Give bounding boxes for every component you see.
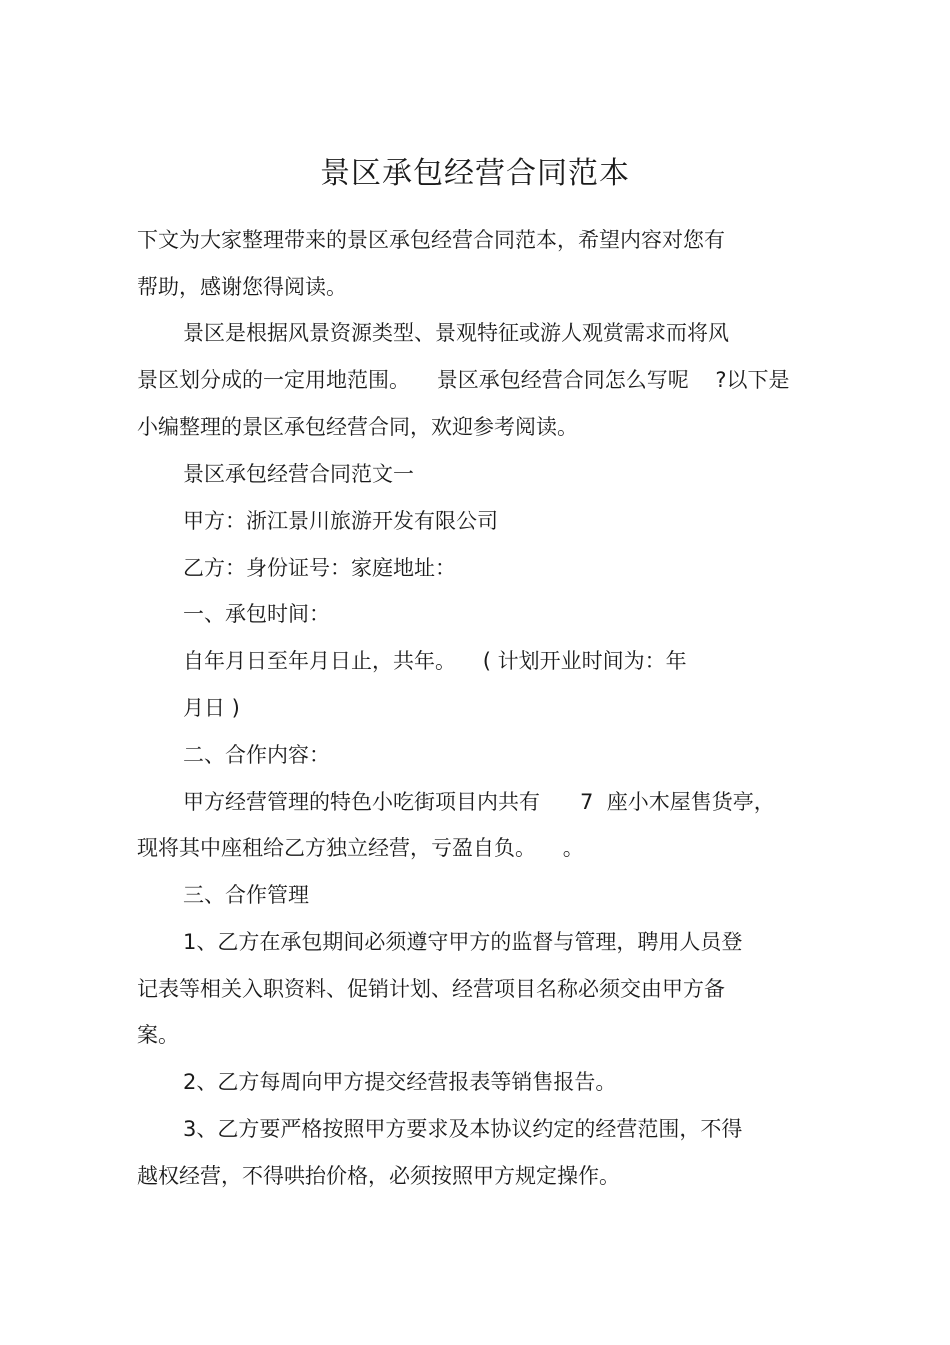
paragraph-line: 甲方经营管理的特色小吃街项目内共有 7 座小木屋售货亭，	[183, 790, 775, 814]
paragraph-line: 越权经营，不得哄抬价格，必须按照甲方规定操作。	[137, 1164, 620, 1188]
paragraph-line: 1、乙方在承包期间必须遵守甲方的监督与管理，聘用人员登	[183, 930, 743, 954]
paragraph-line: 3、乙方要严格按照甲方要求及本协议约定的经营范围，不得	[183, 1117, 743, 1141]
paragraph-line: 自年月日至年月日止，共年。 ( 计划开业时间为：年	[183, 649, 687, 673]
paragraph-line: 景区划分成的一定用地范围。 景区承包经营合同怎么写呢 ?以下是	[137, 368, 790, 392]
paragraph-line: 案。	[137, 1023, 179, 1047]
section-heading: 景区承包经营合同范文一	[183, 462, 414, 486]
clause-heading: 三、合作管理	[183, 883, 309, 907]
paragraph-line: 帮助，感谢您得阅读。	[137, 275, 347, 299]
clause-heading: 二、合作内容：	[183, 743, 330, 767]
paragraph-line: 记表等相关入职资料、促销计划、经营项目名称必须交由甲方备	[137, 977, 725, 1001]
paragraph-line: 2、乙方每周向甲方提交经营报表等销售报告。	[183, 1070, 617, 1094]
paragraph-line: 景区是根据风景资源类型、景观特征或游人观赏需求而将风	[183, 321, 729, 345]
paragraph-line: 下文为大家整理带来的景区承包经营合同范本，希望内容对您有	[137, 228, 725, 252]
paragraph-line: 现将其中座租给乙方独立经营，亏盈自负。 。	[137, 836, 584, 860]
paragraph-line: 小编整理的景区承包经营合同，欢迎参考阅读。	[137, 415, 578, 439]
party-b-line: 乙方：身份证号：家庭地址：	[183, 556, 456, 580]
document-title: 景区承包经营合同范本	[320, 156, 630, 191]
clause-heading: 一、承包时间：	[183, 602, 330, 626]
paragraph-line: 月日 )	[183, 696, 240, 720]
party-a-line: 甲方：浙江景川旅游开发有限公司	[183, 509, 498, 533]
